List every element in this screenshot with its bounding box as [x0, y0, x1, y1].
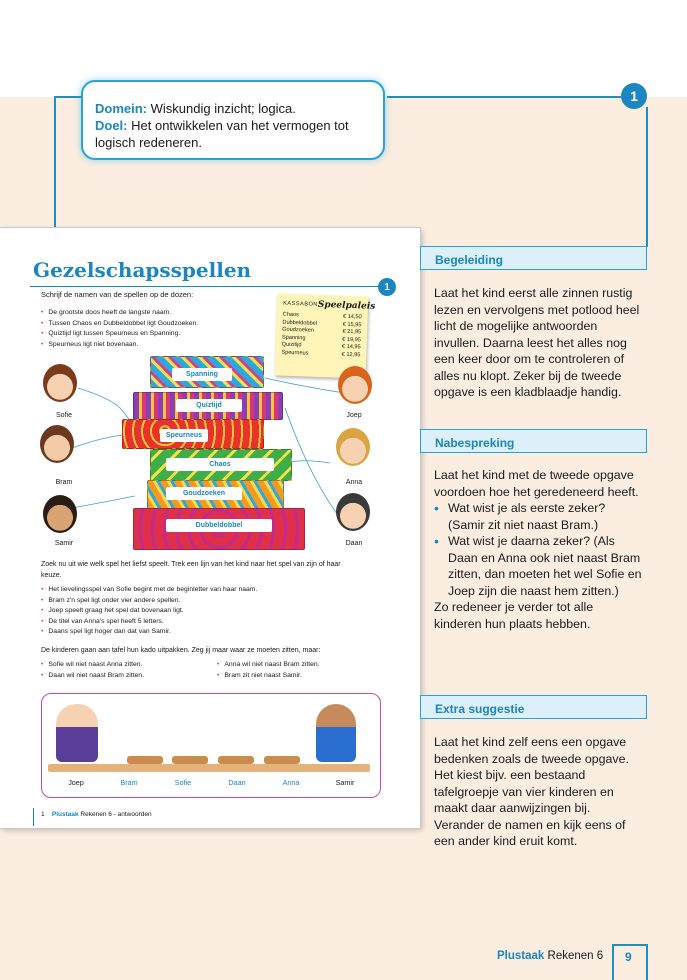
list-item: • De titel van Anna's spel heeft 5 letters. [41, 617, 257, 628]
chair [127, 756, 163, 764]
box-label: Speurneus [160, 429, 208, 442]
receipt-row: Goudzoeken € 21,95 [282, 326, 362, 336]
kid-label-samir: Samir [54, 540, 74, 547]
joep-avatar [338, 366, 372, 404]
box-label: Quiztijd [176, 399, 242, 412]
receipt-row: Spanning € 19,95 [281, 334, 361, 343]
exercise-badge: 1 [621, 83, 647, 109]
list-item: • Bram zit niet naast Samir. [217, 671, 320, 682]
nabespreking-heading: Nabespreking [420, 429, 647, 453]
task2-intro: Zoek nu uit wie welk spel het liefst speelt. Trek een lijn van het kind naar het spel van zijn of haar keuze. [41, 561, 341, 579]
left-vertical-rule [54, 96, 56, 228]
sofie-avatar [43, 364, 77, 402]
extra-suggestie-text: Laat het kind zelf eens een opgave bedenken zoals de tweede opgave. Het kiest bijv. een bestaand tafelgroepje van vier kinderen en maakt daar aanwijzingen bij. Verander de namen en kijk eens of een ander kind eruit komt. [434, 735, 629, 848]
page-footer [497, 950, 603, 962]
seat-label: Anna [282, 778, 300, 787]
seat-label: Samir [335, 778, 355, 787]
kid-label-sofie: Sofie [56, 412, 72, 419]
seating-panel [41, 693, 381, 798]
box-label: Dubbeldobbel [166, 519, 272, 532]
list-item: • Wat wist je als eerste zeker? (Samir zit niet naast Bram.) [434, 500, 644, 533]
worksheet-intro: Schrijf de namen van de spellen op de dozen: [41, 290, 194, 299]
domain-label: Domein: [95, 101, 147, 116]
list-item: • Daans spel ligt hoger dan dat van Samir. [41, 627, 257, 638]
boy-right-illustration [316, 704, 356, 762]
receipt-head-right: Speelpaleis [317, 299, 376, 312]
footer-vertical-rule-2 [612, 944, 614, 980]
task3-clue-list-right [217, 660, 320, 681]
seat-label: Joep [68, 778, 84, 787]
worksheet-footer-brand: Plustaak [51, 811, 79, 818]
receipt-row: Quizitijd € 14,95 [281, 341, 361, 351]
page-number: 9 [625, 950, 632, 964]
receipt-row: Chaos € 14,50 [282, 311, 362, 321]
worksheet-title: Gezelschapsspellen [33, 258, 252, 282]
nabespreking-intro: Laat het kind met de tweede opgave voordoen hoe het geredeneerd heeft. [434, 468, 639, 499]
chair [264, 756, 300, 764]
list-item: • Wat wist je daarna zeker? (Als Daan en Anna ook niet naast Bram zitten, dan moeten het wel Sofie en Joep zijn die naast hem zitten.) [434, 533, 644, 599]
footer-vertical-rule [646, 944, 648, 980]
seat-label: Bram [120, 778, 138, 787]
kid-label-joep: Joep [346, 412, 362, 419]
footer-brand: Plustaak [497, 950, 545, 962]
box-label: Goudzoeken [166, 487, 242, 500]
list-item: • Speurneus ligt niet bovenaan. [41, 340, 198, 351]
list-item: • Daan wil niet naast Bram zitten. [41, 671, 144, 682]
boy-left-illustration [56, 704, 98, 762]
task3-intro: De kinderen gaan aan tafel hun kado uitpakken. Zeg jij maar waar ze moeten zitten, maar: [41, 647, 321, 654]
daan-avatar [336, 493, 370, 531]
right-vertical-rule [646, 107, 648, 247]
seat-label: Daan [228, 778, 246, 787]
seat-label: Sofie [174, 778, 192, 787]
nabespreking-section [434, 467, 644, 632]
list-item: • Tussen Chaos en Dubbeldobbel ligt Goudzoeken. [41, 319, 198, 330]
kid-label-daan: Daan [345, 540, 363, 547]
table-top [48, 764, 370, 772]
box-label: Spanning [172, 368, 232, 381]
domain-text: Wiskundig inzicht; logica. [150, 101, 296, 116]
goal-text: Het ontwikkelen van het vermogen tot logisch redeneren. [95, 118, 349, 150]
list-item: • De grootste doos heeft de langste naam. [41, 308, 198, 319]
begeleiding-text: Laat het kind eerst alle zinnen rustig lezen en vervolgens met potlood heel licht de mogelijke antwoorden invullen. Daarna leest het alles nog een keer door om te controleren of alles nu klopt. Zeker bij de tweede opgave is een kladblaadje handig. [434, 286, 640, 399]
chair [218, 756, 254, 764]
bram-avatar [40, 425, 74, 463]
extra-suggestie-heading: Extra suggestie [420, 695, 647, 719]
worksheet-number: 1 [378, 278, 396, 296]
worksheet-page-number: 1 [41, 811, 45, 818]
list-item: • Quiztijd ligt tussen Speurneus en Spanning. [41, 329, 198, 340]
header-rule [387, 96, 621, 98]
samir-avatar [43, 495, 77, 533]
chair [172, 756, 208, 764]
header-rule-left [54, 96, 82, 98]
box-label: Chaos [166, 458, 274, 471]
nabespreking-outro: Zo redeneer je verder tot alle kinderen hun plaats hebben. [434, 600, 594, 631]
kid-label-bram: Bram [55, 479, 73, 486]
task3-clue-list-left [41, 660, 144, 681]
worksheet-footer [41, 811, 152, 818]
task2-clue-list [41, 585, 257, 638]
footer-text: Rekenen 6 [547, 950, 604, 962]
receipt-head-left: KASSABON [283, 300, 318, 308]
domain-box [81, 80, 385, 160]
anna-avatar [336, 428, 370, 466]
receipt-row: Speurneus € 12,95 [281, 349, 361, 358]
worksheet-footer-text: Rekenen 6 - antwoorden [80, 811, 152, 818]
list-item: • Joep speelt graag het spel dat bovenaan ligt. [41, 606, 257, 617]
worksheet-preview [0, 228, 420, 828]
list-item: • Anna wil niet naast Bram zitten. [217, 660, 320, 671]
begeleiding-heading: Begeleiding [420, 246, 647, 270]
list-item: • Sofie wil niet naast Anna zitten. [41, 660, 144, 671]
receipt-row: Dubbeldobbel € 15,95 [282, 319, 362, 328]
list-item: • Bram z'n spel ligt onder vier andere spellen. [41, 596, 257, 607]
worksheet-footer-rule [33, 808, 34, 826]
footer-rule [612, 944, 647, 946]
goal-label: Doel: [95, 118, 128, 133]
list-item: • Het lievelingsspel van Sofie begint met de beginletter van haar naam. [41, 585, 257, 596]
kid-label-anna: Anna [345, 479, 363, 486]
